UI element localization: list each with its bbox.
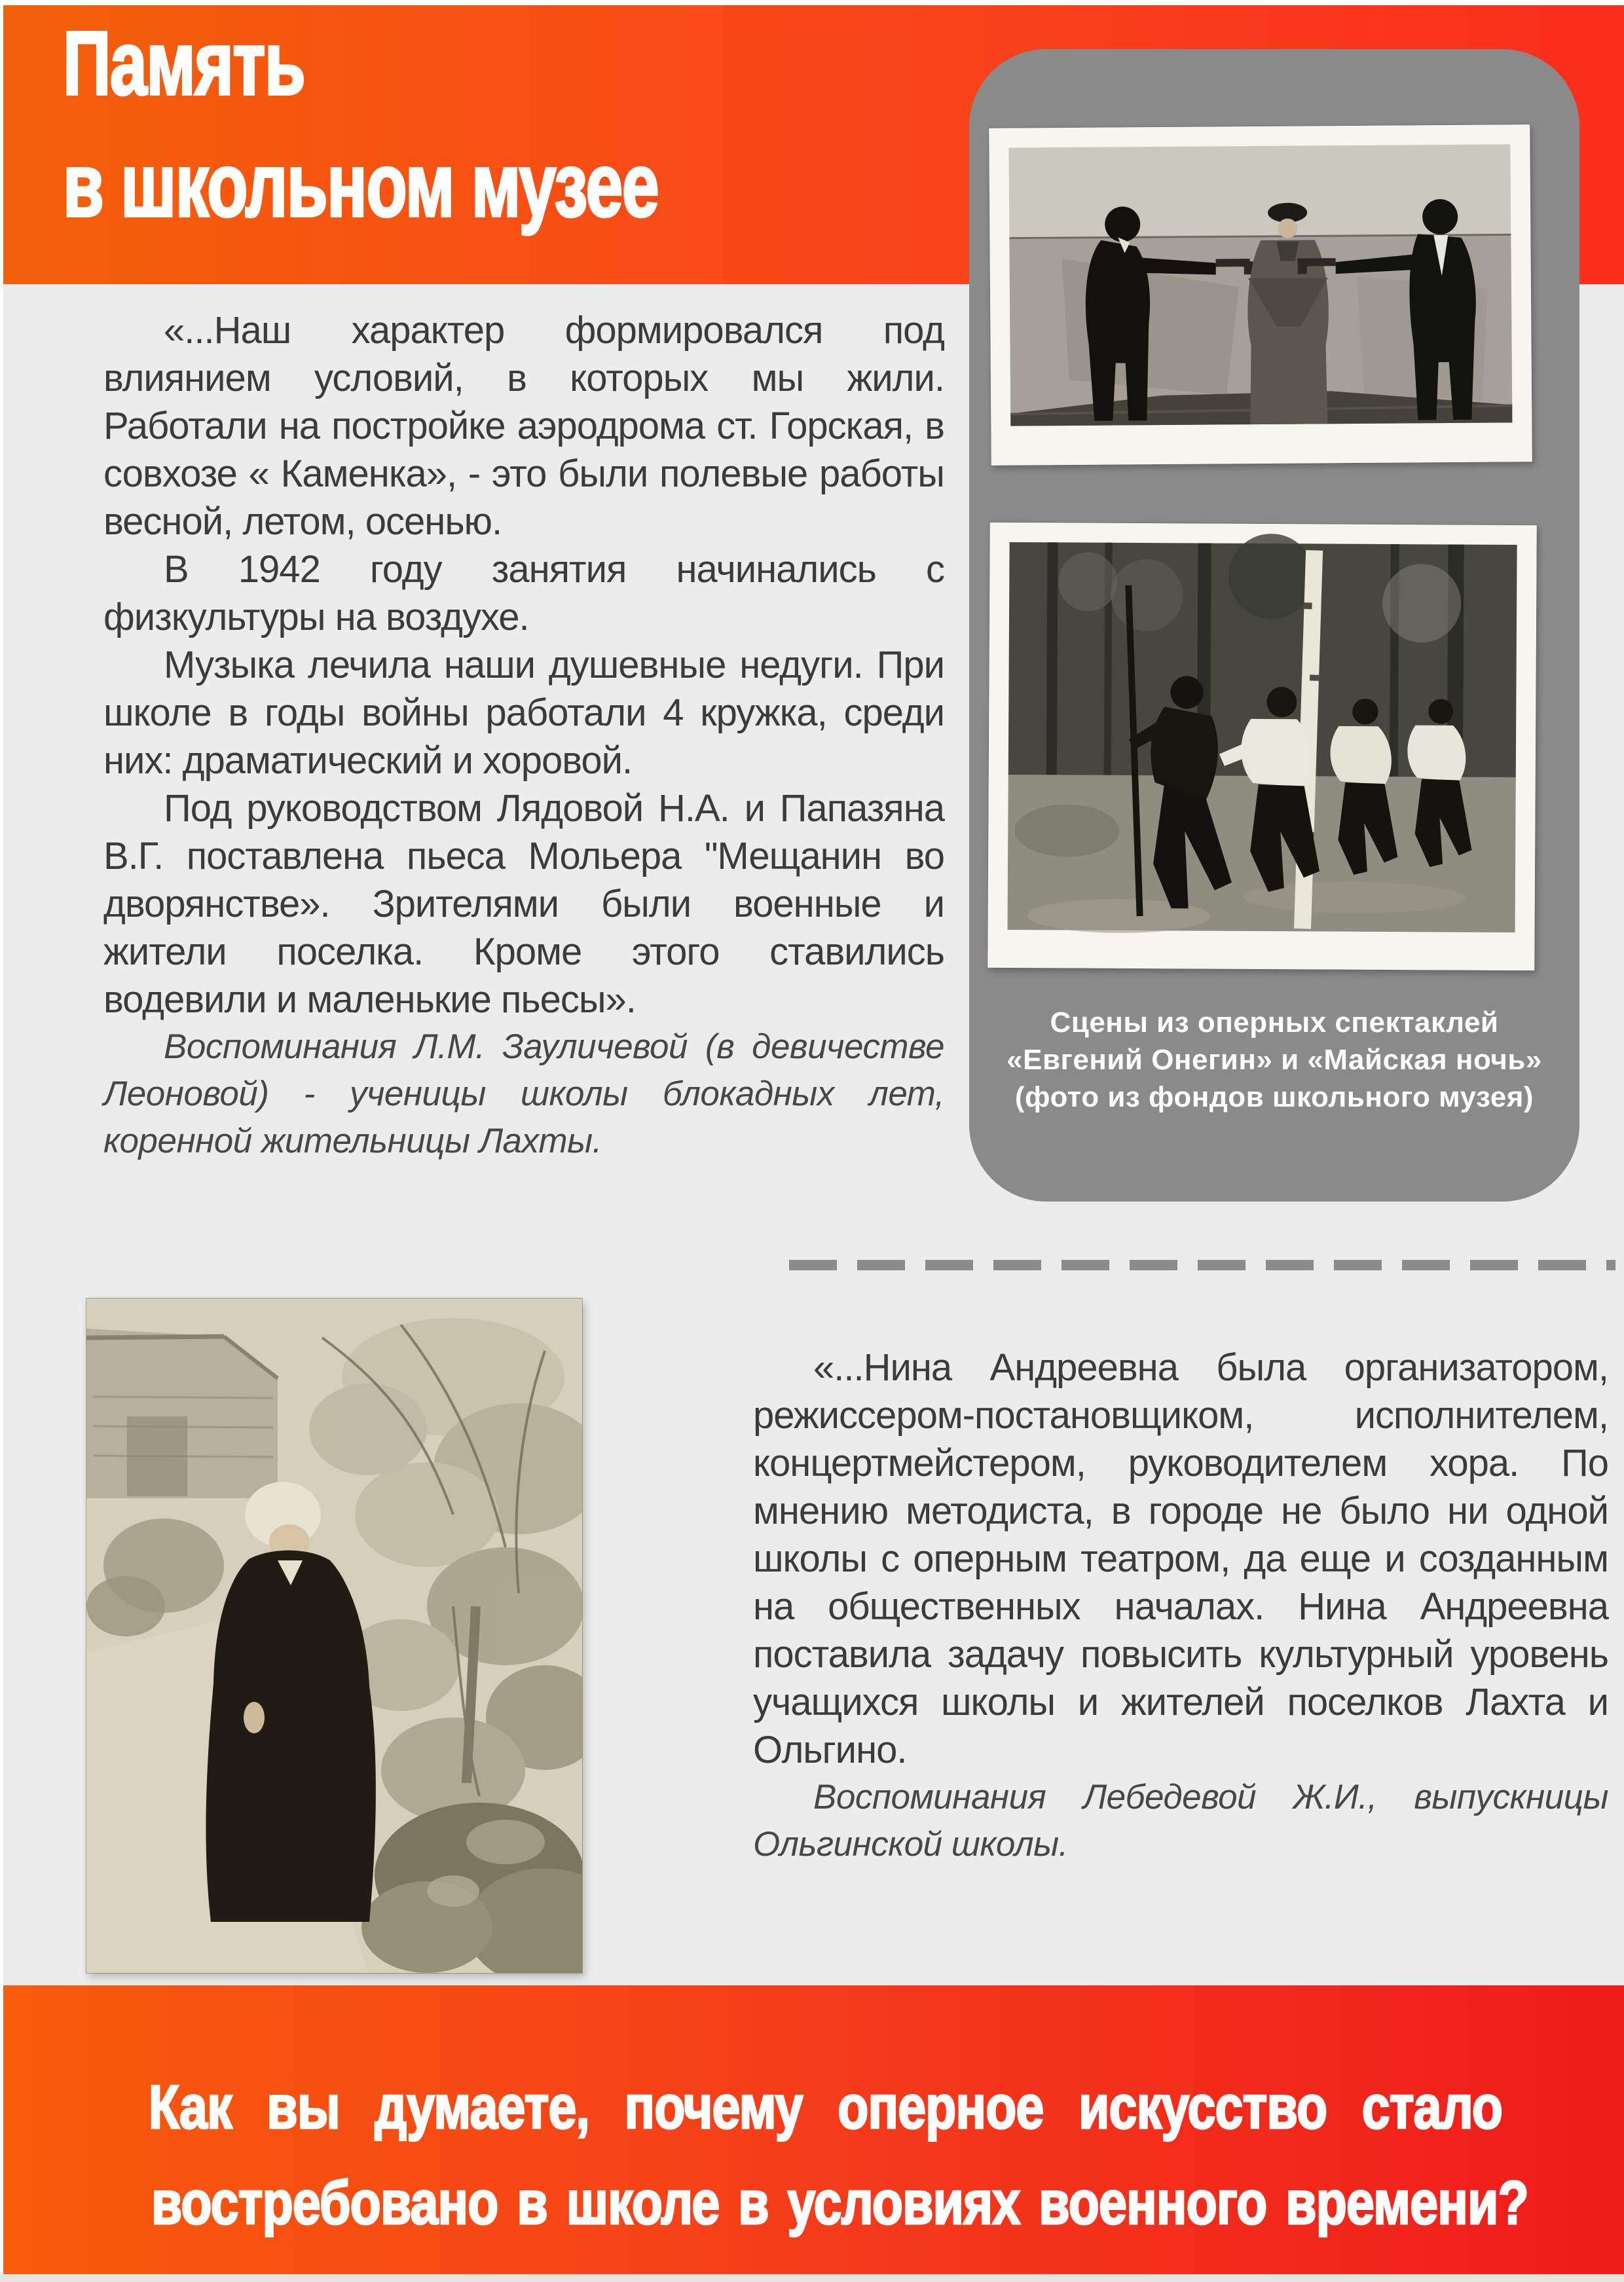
duel-scene-photo bbox=[989, 124, 1532, 466]
footer-question-line2: востребовано в школе в условиях военного времени? bbox=[151, 2168, 1528, 2237]
photo-card bbox=[969, 49, 1579, 1202]
woman-in-garden-photo bbox=[86, 1298, 582, 1973]
page-title-line1: Память bbox=[63, 13, 305, 114]
left-memoir-text bbox=[103, 306, 944, 1165]
group-scene-photo bbox=[987, 523, 1537, 970]
footer-question-line1: Как вы думаете, почему оперное искусство стало bbox=[148, 2072, 1503, 2141]
duel-scene-illustration bbox=[989, 124, 1532, 466]
right-memoir-text bbox=[753, 1344, 1608, 1868]
woman-in-garden-illustration bbox=[86, 1298, 582, 1973]
memoir-paragraph: «...Нина Андреевна была организатором, режиссером-постановщиком, исполнителем, концертмейстером, руководителем хора. По мнению методиста, в городе не было ни одной школы с оперным театром, да еще и созданным на общественных началах. Нина Андреевна поставила задачу повысить культурный уровень учащихся школы и жителей поселков Лахта и Ольгино. bbox=[753, 1346, 1608, 1771]
memoir-attribution: Воспоминания Лебедевой Ж.И., выпускницы Ольгинской школы. bbox=[753, 1778, 1608, 1864]
page-bottom-margin bbox=[0, 2274, 1624, 2282]
photo-card-caption: Сцены из оперных спектаклей «Евгений Онегин» и «Майская ночь» (фото из фондов школьного музея) bbox=[1006, 1006, 1542, 1113]
memoir-paragraph: «...Наш характер формировался под влиянием условий, в которых мы жили. Работали на постройке аэродрома ст. Горская, в совхозе « Каменка», - это были полевые работы весной, летом, осенью. bbox=[103, 309, 944, 543]
memoir-paragraph: В 1942 году занятия начинались с физкультуры на воздухе. bbox=[103, 548, 944, 638]
memoir-paragraph: Под руководством Лядовой Н.А. и Папазяна В.Г. поставлена пьеса Мольера "Мещанин во дворянстве». Зрителями были военные и жители поселка. Кроме этого ставились водевили и маленькие пьесы». bbox=[103, 787, 944, 1021]
page-left-margin bbox=[0, 0, 3, 2282]
footer-question-band bbox=[0, 1985, 1624, 2274]
page-title bbox=[63, 14, 868, 234]
page-top-margin bbox=[0, 0, 1624, 5]
page-title-line2: в школьном музее bbox=[63, 135, 659, 236]
dashed-divider bbox=[789, 1260, 1615, 1270]
group-scene-illustration bbox=[987, 523, 1537, 970]
memoir-attribution: Воспоминания Л.М. Зауличевой (в девичестве Леоновой) - ученицы школы блокадных лет, коренной жительницы Лахты. bbox=[103, 1027, 944, 1160]
memoir-paragraph: Музыка лечила наши душевные недуги. При школе в годы войны работали 4 кружка, среди них: драматический и хоровой. bbox=[103, 644, 944, 782]
